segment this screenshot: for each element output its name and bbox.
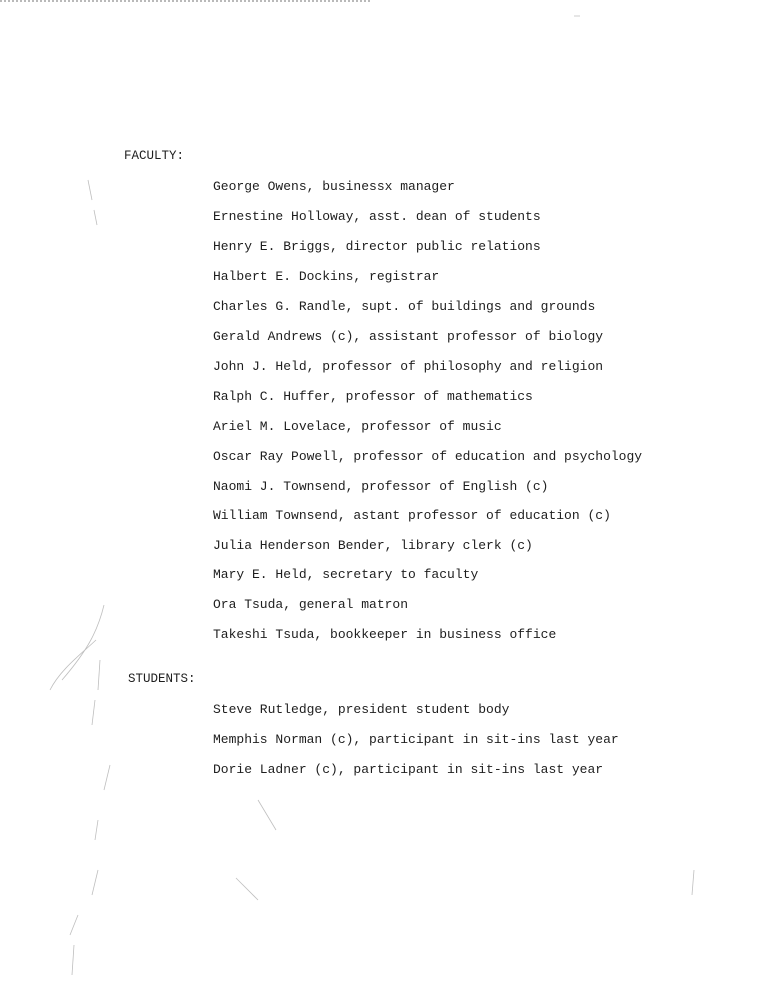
faculty-entry: William Townsend, astant professor of education (c): [213, 508, 611, 523]
student-entry: Memphis Norman (c), participant in sit-ins last year: [213, 732, 619, 747]
faculty-entry: Ernestine Holloway, asst. dean of students: [213, 209, 541, 224]
scan-mark: [104, 765, 110, 790]
faculty-entry: John J. Held, professor of philosophy and religion: [213, 359, 604, 374]
faculty-entry: Ralph C. Huffer, professor of mathematics: [213, 389, 533, 404]
faculty-entry: Halbert E. Dockins, registrar: [213, 269, 440, 284]
faculty-entry: George Owens, businessx manager: [213, 179, 455, 194]
scan-mark: [92, 870, 98, 895]
faculty-entry: Naomi J. Townsend, professor of English (c): [213, 479, 549, 494]
faculty-heading: FACULTY:: [124, 149, 185, 163]
faculty-entry: Gerald Andrews (c), assistant professor of biology: [213, 329, 604, 344]
scan-mark: [88, 180, 92, 200]
faculty-entry: Ariel M. Lovelace, professor of music: [213, 419, 502, 434]
scan-mark: [95, 820, 98, 840]
scan-mark: [92, 700, 95, 725]
students-heading: STUDENTS:: [128, 672, 196, 686]
faculty-entry: Julia Henderson Bender, library clerk (c): [213, 538, 533, 553]
scan-mark: [258, 800, 276, 830]
faculty-entry: Charles G. Randle, supt. of buildings and grounds: [213, 299, 596, 314]
scan-mark: [72, 945, 74, 975]
faculty-entry: Ora Tsuda, general matron: [213, 597, 409, 612]
scan-mark: [70, 915, 78, 935]
faculty-entry: Oscar Ray Powell, professor of education and psychology: [213, 449, 643, 464]
faculty-entry: Henry E. Briggs, director public relations: [213, 239, 541, 254]
scan-mark: [50, 640, 96, 690]
scan-mark: [98, 660, 100, 690]
student-entry: Steve Rutledge, president student body: [213, 702, 510, 717]
scan-mark: [94, 210, 97, 225]
faculty-entry: Takeshi Tsuda, bookkeeper in business office: [213, 627, 557, 642]
scan-mark: [692, 870, 694, 895]
student-entry: Dorie Ladner (c), participant in sit-ins last year: [213, 762, 604, 777]
scan-mark: [62, 605, 104, 680]
scan-mark: [236, 878, 258, 900]
faculty-entry: Mary E. Held, secretary to faculty: [213, 567, 479, 582]
